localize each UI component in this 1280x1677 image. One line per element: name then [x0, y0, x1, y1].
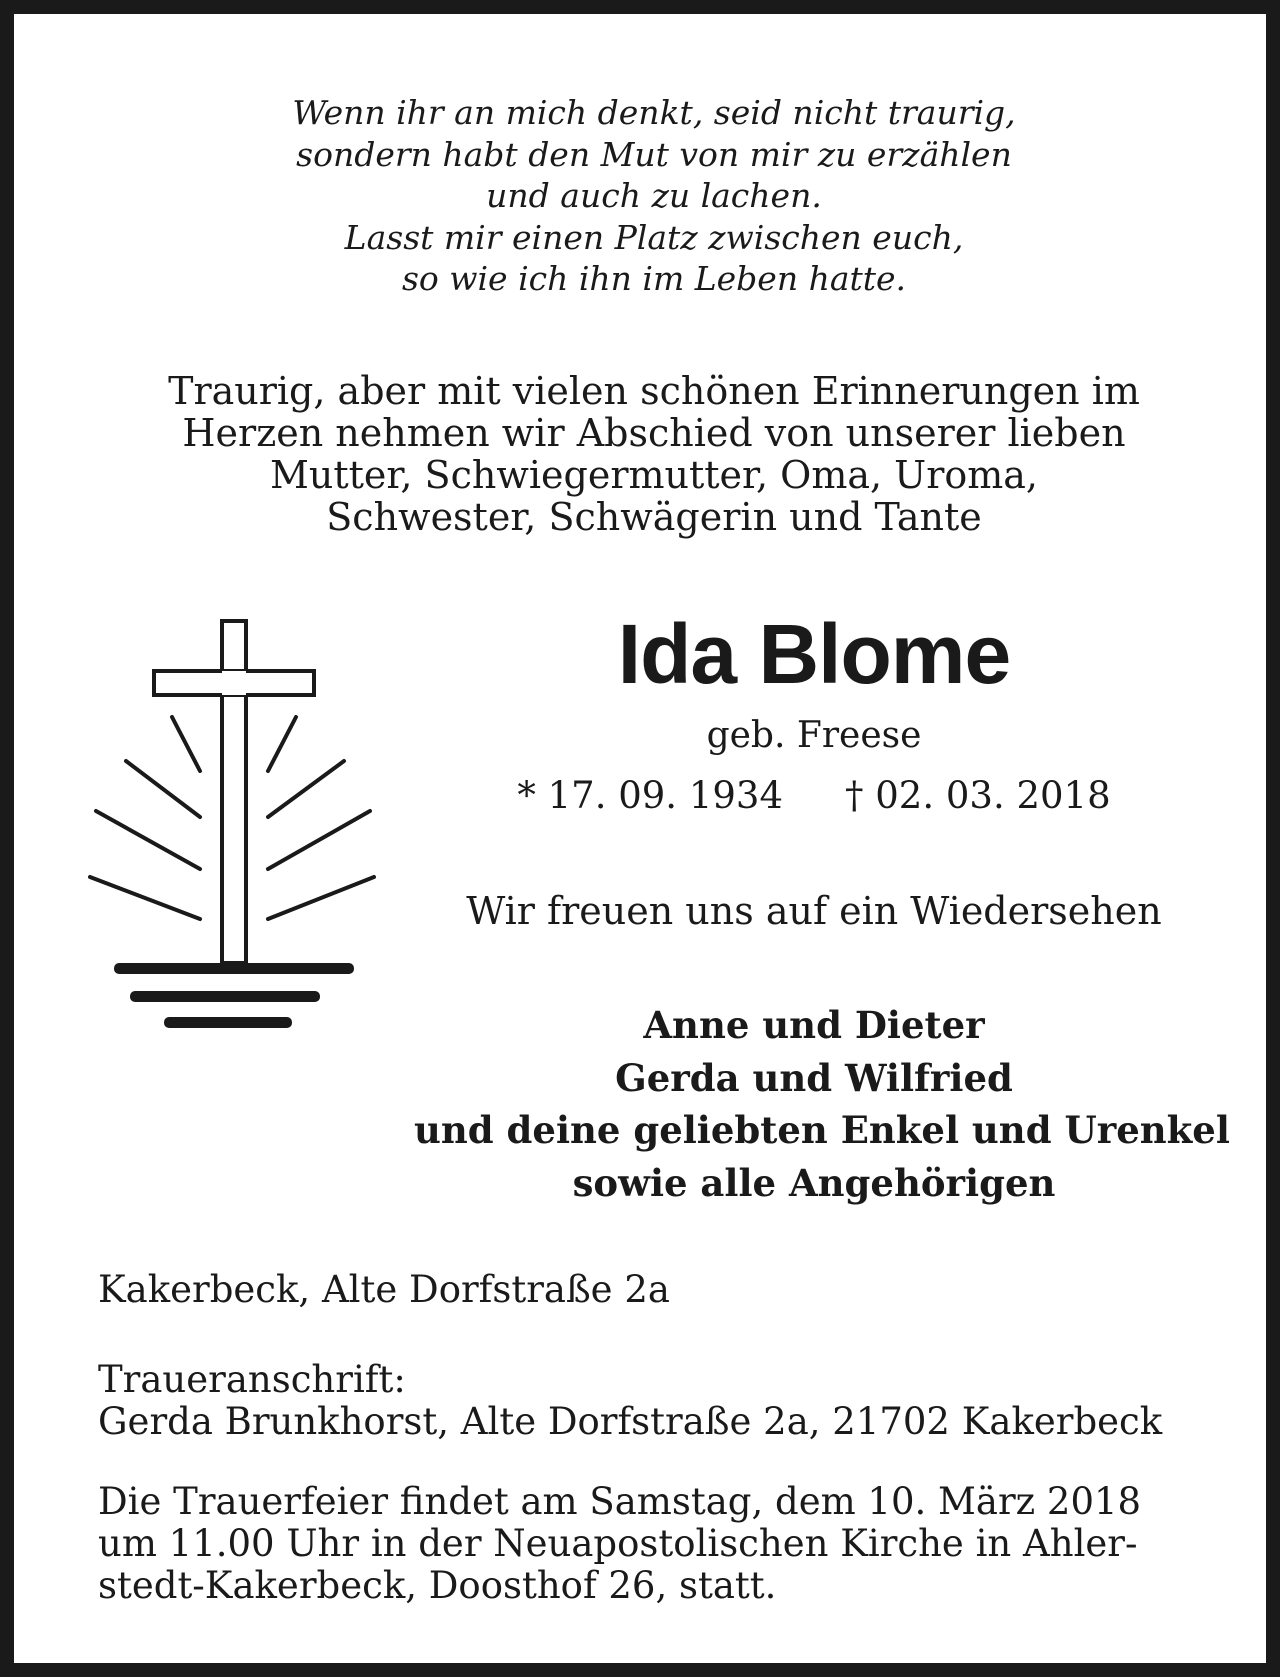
cross-sunrays-waves-icon [82, 609, 402, 1039]
mourner-line: sowie alle Angehörigen [572, 1160, 1056, 1205]
home-address: Kakerbeck, Alte Dorfstraße 2a [98, 1268, 670, 1311]
motto: Wir freuen uns auf ein Wiedersehen [466, 889, 1162, 933]
intro-line: Traurig, aber mit vielen schönen Erinnerungen im [168, 369, 1140, 413]
birth-date: * 17. 09. 1934 [517, 774, 783, 817]
intro-text [14, 370, 1280, 538]
poem-line: so wie ich ihn im Leben hatte. [401, 259, 907, 298]
life-dates [444, 774, 1184, 818]
mourner-line: Gerda und Wilfried [615, 1055, 1013, 1100]
service-line: Die Trauerfeier findet am Samstag, dem 10. März 2018 [98, 1480, 1142, 1523]
poem-line: Lasst mir einen Platz zwischen euch, [344, 217, 964, 257]
mourner-line: und deine geliebten Enkel und Urenkel [414, 1108, 1230, 1152]
intro-line: Mutter, Schwiegermutter, Oma, Uroma, [269, 453, 1038, 497]
mourning-address-label: Traueranschrift: [98, 1358, 406, 1401]
mourner-line: Anne und Dieter [643, 1003, 985, 1047]
mourners [414, 999, 1230, 1209]
mourning-address-value: Gerda Brunkhorst, Alte Dorfstraße 2a, 21702 Kakerbeck [98, 1400, 1163, 1443]
poem [14, 92, 1280, 300]
mourning-address [98, 1359, 1162, 1443]
service-line: stedt-Kakerbeck, Doosthof 26, statt. [98, 1564, 777, 1607]
poem-line: und auch zu lachen. [486, 176, 822, 215]
intro-line: Herzen nehmen wir Abschied von unserer lieben [182, 411, 1126, 455]
poem-line: Wenn ihr an mich denkt, seid nicht traurig, [292, 93, 1016, 132]
poem-line: sondern habt den Mut von mir zu erzählen [296, 134, 1012, 174]
funeral-service-info [98, 1481, 1141, 1607]
deceased-name: Ida Blome [617, 607, 1011, 701]
intro-line: Schwester, Schwägerin und Tante [326, 495, 982, 539]
death-date: † 02. 03. 2018 [845, 774, 1111, 817]
birth-name: geb. Freese [706, 715, 922, 756]
service-line: um 11.00 Uhr in der Neuapostolischen Kirche in Ahler- [98, 1522, 1138, 1565]
